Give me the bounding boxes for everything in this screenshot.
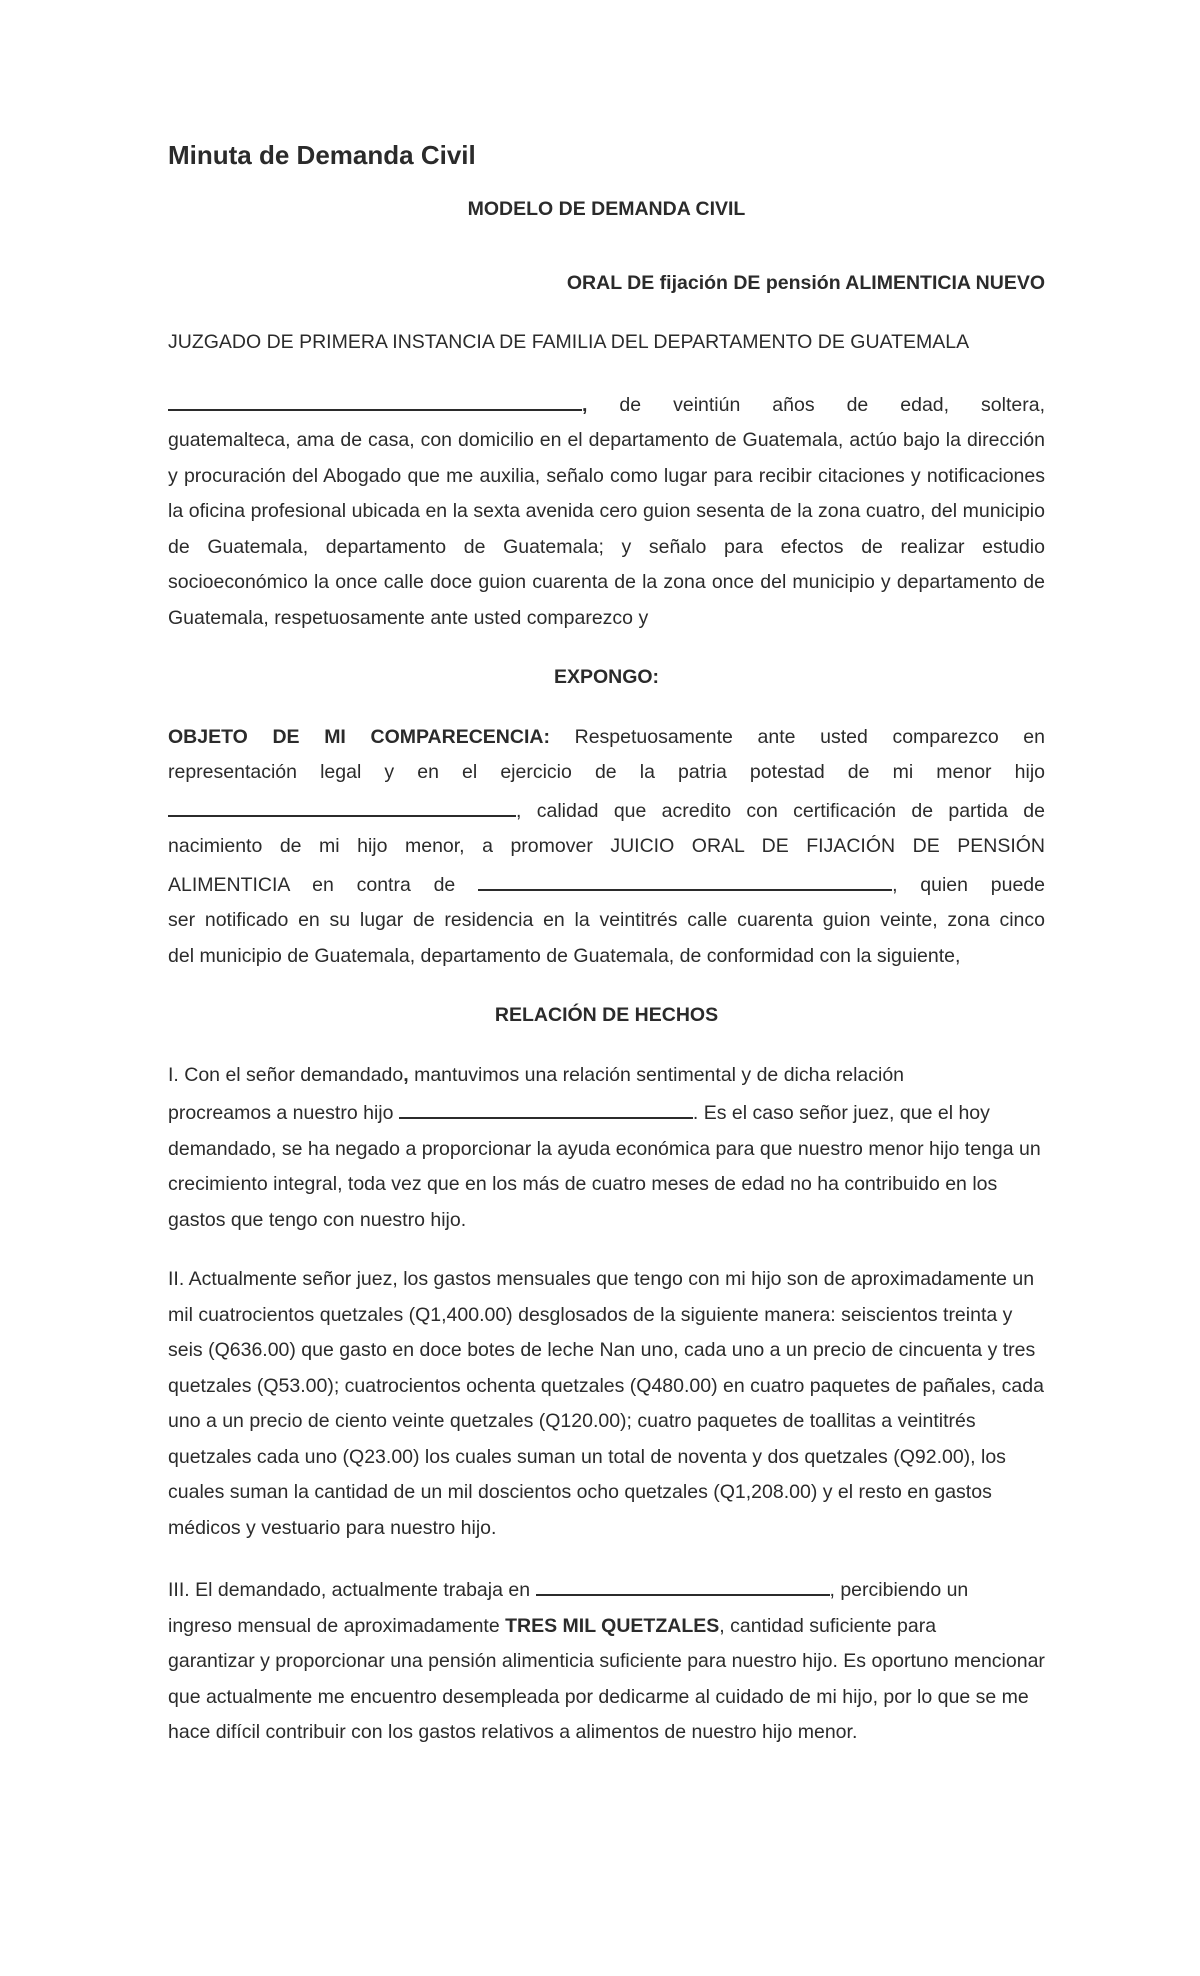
- employer-blank: [536, 1570, 830, 1596]
- document-title: Minuta de Demanda Civil: [168, 140, 476, 170]
- hecho-3-paragraph: [168, 1570, 1045, 1751]
- defendant-name-blank: [478, 865, 892, 891]
- hecho-1-body: demandado, se ha negado a proporcionar la ayuda económica para que nuestro menor hijo tenga un crecimiento integral, toda vez que en los más de cuatro meses de edad no ha contribuido en los gastos que tengo con nuestro hijo.: [168, 1137, 1041, 1231]
- hecho-3-body: garantizar y proporcionar una pensión alimenticia suficiente para nuestro hijo. Es oportuno mencionar que actualmente me encuentro desempleada por dedicarme al cuidado de mi hijo, por lo que se me hace difícil contribuir con los gastos relativos a alimentos de nuestro hijo menor.: [168, 1650, 1045, 1743]
- objeto-line-5-end: quien puede: [920, 873, 1045, 896]
- intro-line-1: [168, 385, 1045, 424]
- subtitle: ORAL DE fijación DE pensión ALIMENTICIA NUEVO: [566, 271, 1045, 294]
- model-title: MODELO DE DEMANDA CIVIL: [467, 198, 746, 220]
- hecho-2-body: II. Actualmente señor juez, los gastos mensuales que tengo con mi hijo son de aproximadamente un mil cuatrocientos quetzales (Q1,400.00) desglosados de la siguiente manera: seiscientos treinta y seis (Q636.00) que gasto en doce botes de leche Nan uno, cada uno a un precio de cincuenta y tres quetzales (Q53.00); cuatrocientos ochenta quetzales (Q480.00) en cuatro paquetes de pañales, cada uno a un precio de ciento veinte quetzales (Q120.00); cuatro paquetes de toallitas a veintitrés quetzales cada uno (Q23.00) los cuales suman un total de noventa y dos quetzales (Q92.00), los cuales suman la cantidad de un mil doscientos ocho quetzales (Q1,208.00) y el resto en gastos médicos y vestuario para nuestro hijo.: [168, 1268, 1044, 1539]
- objeto-line-6: ser notificado en su lugar de residencia en la veintitrés calle cuarenta guion veinte, zona cinco: [168, 909, 1045, 931]
- intro-line-1-text: de veintiún años de edad, soltera,: [619, 393, 1045, 416]
- hecho-3-line-2-end: , cantidad suficiente para: [719, 1614, 937, 1637]
- objeto-paragraph: [168, 720, 1045, 975]
- name-blank: [168, 385, 582, 411]
- hecho-1-comma: ,: [403, 1063, 409, 1086]
- objeto-line-5-comma: ,: [892, 873, 898, 896]
- objeto-line-2: representación legal y en el ejercicio de la patria potestad de mi menor hijo: [168, 761, 1045, 783]
- hecho-1-line-1: [168, 1058, 1045, 1094]
- hecho-3-line-2-text: ingreso mensual de aproximadamente: [168, 1614, 506, 1637]
- hecho-3-line-1-end: , percibiendo un: [829, 1579, 969, 1601]
- objeto-line-5: [168, 865, 1045, 904]
- hecho-1-text-b: mantuvimos una relación sentimental y de dicha relación: [408, 1063, 905, 1086]
- objeto-line-1: [168, 720, 1045, 756]
- son-name-blank: [399, 1093, 693, 1119]
- hecho-1-text-a: I. Con el señor demandado: [168, 1063, 404, 1086]
- objeto-line-5-text: ALIMENTICIA en contra de: [168, 873, 456, 896]
- objeto-line-1-text: Respetuosamente ante usted comparezco en: [574, 725, 1045, 748]
- expongo-heading: EXPONGO:: [553, 666, 660, 688]
- hecho-3-line-2: [168, 1609, 1045, 1645]
- relacion-heading: RELACIÓN DE HECHOS: [494, 1004, 719, 1026]
- objeto-line-7: del municipio de Guatemala, departamento de Guatemala, de conformidad con la siguiente,: [168, 944, 961, 967]
- income-amount: TRES MIL QUETZALES: [505, 1614, 720, 1637]
- objeto-line-4: nacimiento de mi hijo menor, a promover JUICIO ORAL DE FIJACIÓN DE PENSIÓN: [168, 835, 1045, 857]
- hecho-1-line-2-end: . Es el caso señor juez, que el hoy: [692, 1102, 990, 1124]
- hecho-1-line-2-text: procreamos a nuestro hijo: [168, 1102, 394, 1124]
- intro-separator: ,: [582, 393, 588, 416]
- child-name-blank: [168, 791, 516, 817]
- intro-paragraph: [168, 385, 1045, 637]
- hecho-3-line-1: [168, 1570, 1045, 1609]
- hecho-1-line-2: [168, 1093, 1045, 1132]
- hecho-3-line-1-text: III. El demandado, actualmente trabaja en: [168, 1579, 531, 1601]
- objeto-label: OBJETO DE MI COMPARECENCIA:: [168, 725, 550, 748]
- court-heading: JUZGADO DE PRIMERA INSTANCIA DE FAMILIA DEL DEPARTAMENTO DE GUATEMALA: [168, 331, 970, 353]
- hecho-2-paragraph: [168, 1262, 1045, 1546]
- intro-body: guatemalteca, ama de casa, con domicilio en el departamento de Guatemala, actúo bajo la dirección y procuración del Abogado que me auxilia, señalo como lugar para recibir citaciones y notificaciones la oficina profesional ubicada en la sexta avenida cero guion sesenta de la zona cuatro, del municipio de Guatemala, departamento de Guatemala; y señalo para efectos de realizar estudio socioeconómico la once calle doce guion cuarenta de la zona once del municipio y departamento de Guatemala, respetuosamente ante usted comparezco y: [168, 429, 1045, 629]
- objeto-line-3: [168, 791, 1045, 830]
- objeto-line-3-text: , calidad que acredito con certificación de partida de: [516, 799, 1045, 822]
- hecho-1-paragraph: [168, 1058, 1045, 1239]
